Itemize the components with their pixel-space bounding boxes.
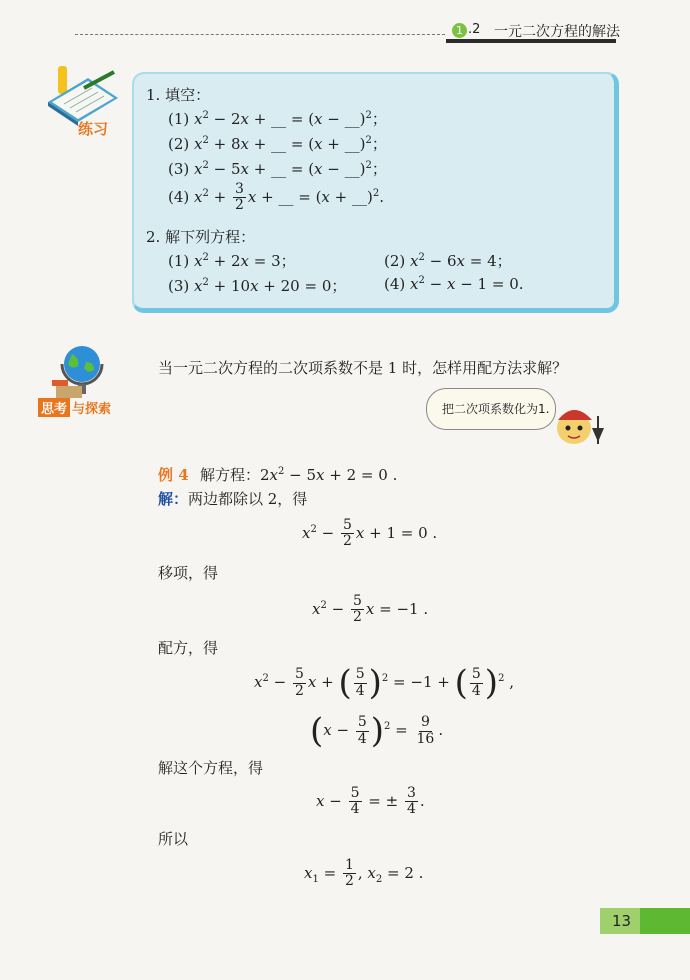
solution-label: 解： [158, 490, 189, 508]
q2-title: 2. 解下列方程： [146, 228, 256, 246]
mascot-icon [552, 398, 610, 450]
q1-title: 1. 填空： [146, 86, 211, 104]
q2-item-1: (1) $x^2 + 2x = 3$； [168, 252, 296, 270]
hint-text: 把二次项系数化为1. [442, 402, 550, 416]
chapter-title: 一元二次方程的解法 [494, 24, 620, 40]
eq-4: (x − $\frac{5}{4}$ )$^2$ = $\frac{9}{16}$ . [310, 711, 444, 751]
step1-text: 两边都除以 2，得 [188, 490, 308, 508]
eq-6: $x_1$ = $\frac{1}{2}$ , $x_2 = 2$ . [304, 857, 424, 890]
q2-item-3: (3) $x^2 + 10x + 20 = 0$； [168, 277, 347, 295]
example-label: 例 4 [158, 466, 189, 484]
eq-1: $x^2$ − $\frac{5}{2}$ x + 1 = 0 . [302, 517, 438, 550]
eq-3: $x^2$ − $\frac{5}{2}$ x + ( $\frac{5}{4}$ )$^2$ = −1 + ( $\frac{5}{4}$ )$^2$ , [254, 663, 514, 703]
globe-icon [48, 340, 114, 402]
section-sub: .2 [468, 22, 481, 37]
q1-item-3: (3) $x^2 - 5x$ + __ = (x − __)$^2$； [168, 160, 387, 178]
section-badge: 1 [452, 23, 467, 38]
explore-question: 当一元二次方程的二次项系数不是 1 时，怎样用配方法求解？ [158, 359, 568, 377]
practice-badge: 练习 [78, 120, 109, 138]
footer-bar [640, 908, 690, 934]
step2-text: 移项，得 [158, 564, 219, 582]
explore-badge-2: 与探索 [72, 402, 112, 417]
page-number: 13 [612, 912, 632, 930]
q1-item-4: (4) $x^2$ + $\frac{3}{2}$ x + __ = (x + __)$^2$. [168, 181, 385, 214]
eq-2: $x^2$ − $\frac{5}{2}$ x = −1 . [312, 593, 429, 626]
header-rule [75, 34, 445, 35]
eq-5: x − $\frac{5}{4}$ = ± $\frac{3}{4}$ . [316, 785, 425, 818]
q2-item-4: (4) $x^2 - x - 1 = 0$. [384, 275, 524, 293]
q1-item-2: (2) $x^2 + 8x$ + __ = (x + __)$^2$； [168, 135, 387, 153]
step4-text: 解这个方程，得 [158, 759, 264, 777]
step5-text: 所以 [158, 830, 189, 848]
q1-item-1: (1) $x^2 - 2x$ + __ = (x − __)$^2$； [168, 110, 387, 128]
q2-item-2: (2) $x^2 - 6x = 4$； [384, 252, 512, 270]
explore-badge-1: 思考 [38, 398, 70, 417]
step3-text: 配方，得 [158, 639, 219, 657]
example-prompt: 解方程：$2x^2 - 5x + 2 = 0$ . [200, 466, 398, 484]
